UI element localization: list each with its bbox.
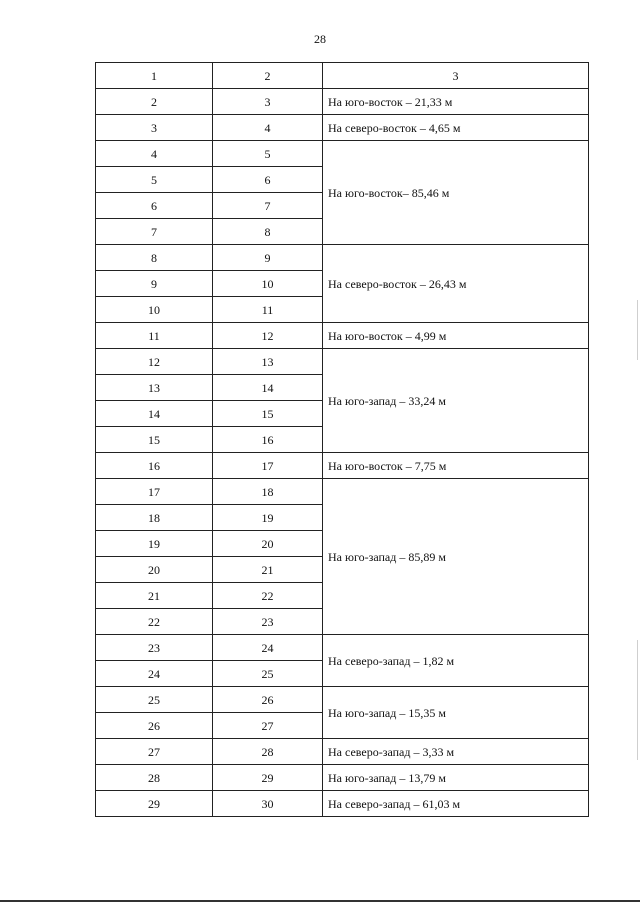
direction-cell: На северо-запад – 61,03 м [323,791,589,817]
table-row [96,141,589,167]
point-to-cell: 10 [213,271,323,297]
point-from-cell: 8 [96,245,213,271]
table-row [96,453,589,479]
table-row [96,765,589,791]
point-to-cell: 16 [213,427,323,453]
point-to-cell: 28 [213,739,323,765]
direction-cell: На северо-восток – 4,65 м [323,115,589,141]
direction-cell: На юго-восток– 85,46 м [323,141,589,245]
table-row [96,635,589,661]
point-from-cell: 23 [96,635,213,661]
table-row [96,115,589,141]
point-from-cell: 9 [96,271,213,297]
point-to-cell: 11 [213,297,323,323]
point-from-cell: 3 [96,115,213,141]
point-to-cell: 17 [213,453,323,479]
point-to-cell: 18 [213,479,323,505]
bottom-rule [0,900,640,902]
point-to-cell: 8 [213,219,323,245]
direction-cell: На юго-запад – 85,89 м [323,479,589,635]
table-body [96,89,589,817]
point-to-cell: 20 [213,531,323,557]
point-from-cell: 27 [96,739,213,765]
scan-edge-mark [637,640,638,760]
point-from-cell: 26 [96,713,213,739]
point-to-cell: 9 [213,245,323,271]
point-from-cell: 21 [96,583,213,609]
point-from-cell: 7 [96,219,213,245]
header-point-to: 2 [213,63,323,89]
point-from-cell: 25 [96,687,213,713]
point-from-cell: 2 [96,89,213,115]
point-from-cell: 18 [96,505,213,531]
point-to-cell: 22 [213,583,323,609]
header-point-from: 1 [96,63,213,89]
point-to-cell: 4 [213,115,323,141]
table-row [96,349,589,375]
point-from-cell: 17 [96,479,213,505]
point-from-cell: 15 [96,427,213,453]
direction-cell: На юго-восток – 21,33 м [323,89,589,115]
header-direction: 3 [323,63,589,89]
direction-cell: На юго-запад – 13,79 м [323,765,589,791]
point-from-cell: 16 [96,453,213,479]
point-to-cell: 5 [213,141,323,167]
point-to-cell: 25 [213,661,323,687]
point-from-cell: 6 [96,193,213,219]
point-to-cell: 26 [213,687,323,713]
point-to-cell: 6 [213,167,323,193]
table-row [96,479,589,505]
point-from-cell: 13 [96,375,213,401]
point-from-cell: 24 [96,661,213,687]
point-to-cell: 14 [213,375,323,401]
point-to-cell: 13 [213,349,323,375]
boundary-table [95,62,589,817]
direction-cell: На юго-восток – 4,99 м [323,323,589,349]
direction-cell: На юго-восток – 7,75 м [323,453,589,479]
page-number: 28 [314,32,326,46]
point-from-cell: 29 [96,791,213,817]
point-from-cell: 10 [96,297,213,323]
point-from-cell: 12 [96,349,213,375]
point-from-cell: 20 [96,557,213,583]
direction-cell: На северо-запад – 3,33 м [323,739,589,765]
table-row [96,245,589,271]
table-row [96,687,589,713]
table-row [96,89,589,115]
point-from-cell: 5 [96,167,213,193]
point-to-cell: 21 [213,557,323,583]
point-to-cell: 3 [213,89,323,115]
table-row [96,791,589,817]
point-from-cell: 28 [96,765,213,791]
point-to-cell: 23 [213,609,323,635]
scan-edge-mark [637,300,638,360]
point-from-cell: 14 [96,401,213,427]
point-to-cell: 19 [213,505,323,531]
point-to-cell: 7 [213,193,323,219]
point-from-cell: 19 [96,531,213,557]
point-from-cell: 22 [96,609,213,635]
point-to-cell: 30 [213,791,323,817]
direction-cell: На юго-запад – 15,35 м [323,687,589,739]
table-header-row [96,63,589,89]
direction-cell: На юго-запад – 33,24 м [323,349,589,453]
point-from-cell: 4 [96,141,213,167]
point-to-cell: 24 [213,635,323,661]
point-to-cell: 15 [213,401,323,427]
table-row [96,323,589,349]
point-to-cell: 12 [213,323,323,349]
point-from-cell: 11 [96,323,213,349]
point-to-cell: 29 [213,765,323,791]
direction-cell: На северо-восток – 26,43 м [323,245,589,323]
direction-cell: На северо-запад – 1,82 м [323,635,589,687]
table-row [96,739,589,765]
point-to-cell: 27 [213,713,323,739]
